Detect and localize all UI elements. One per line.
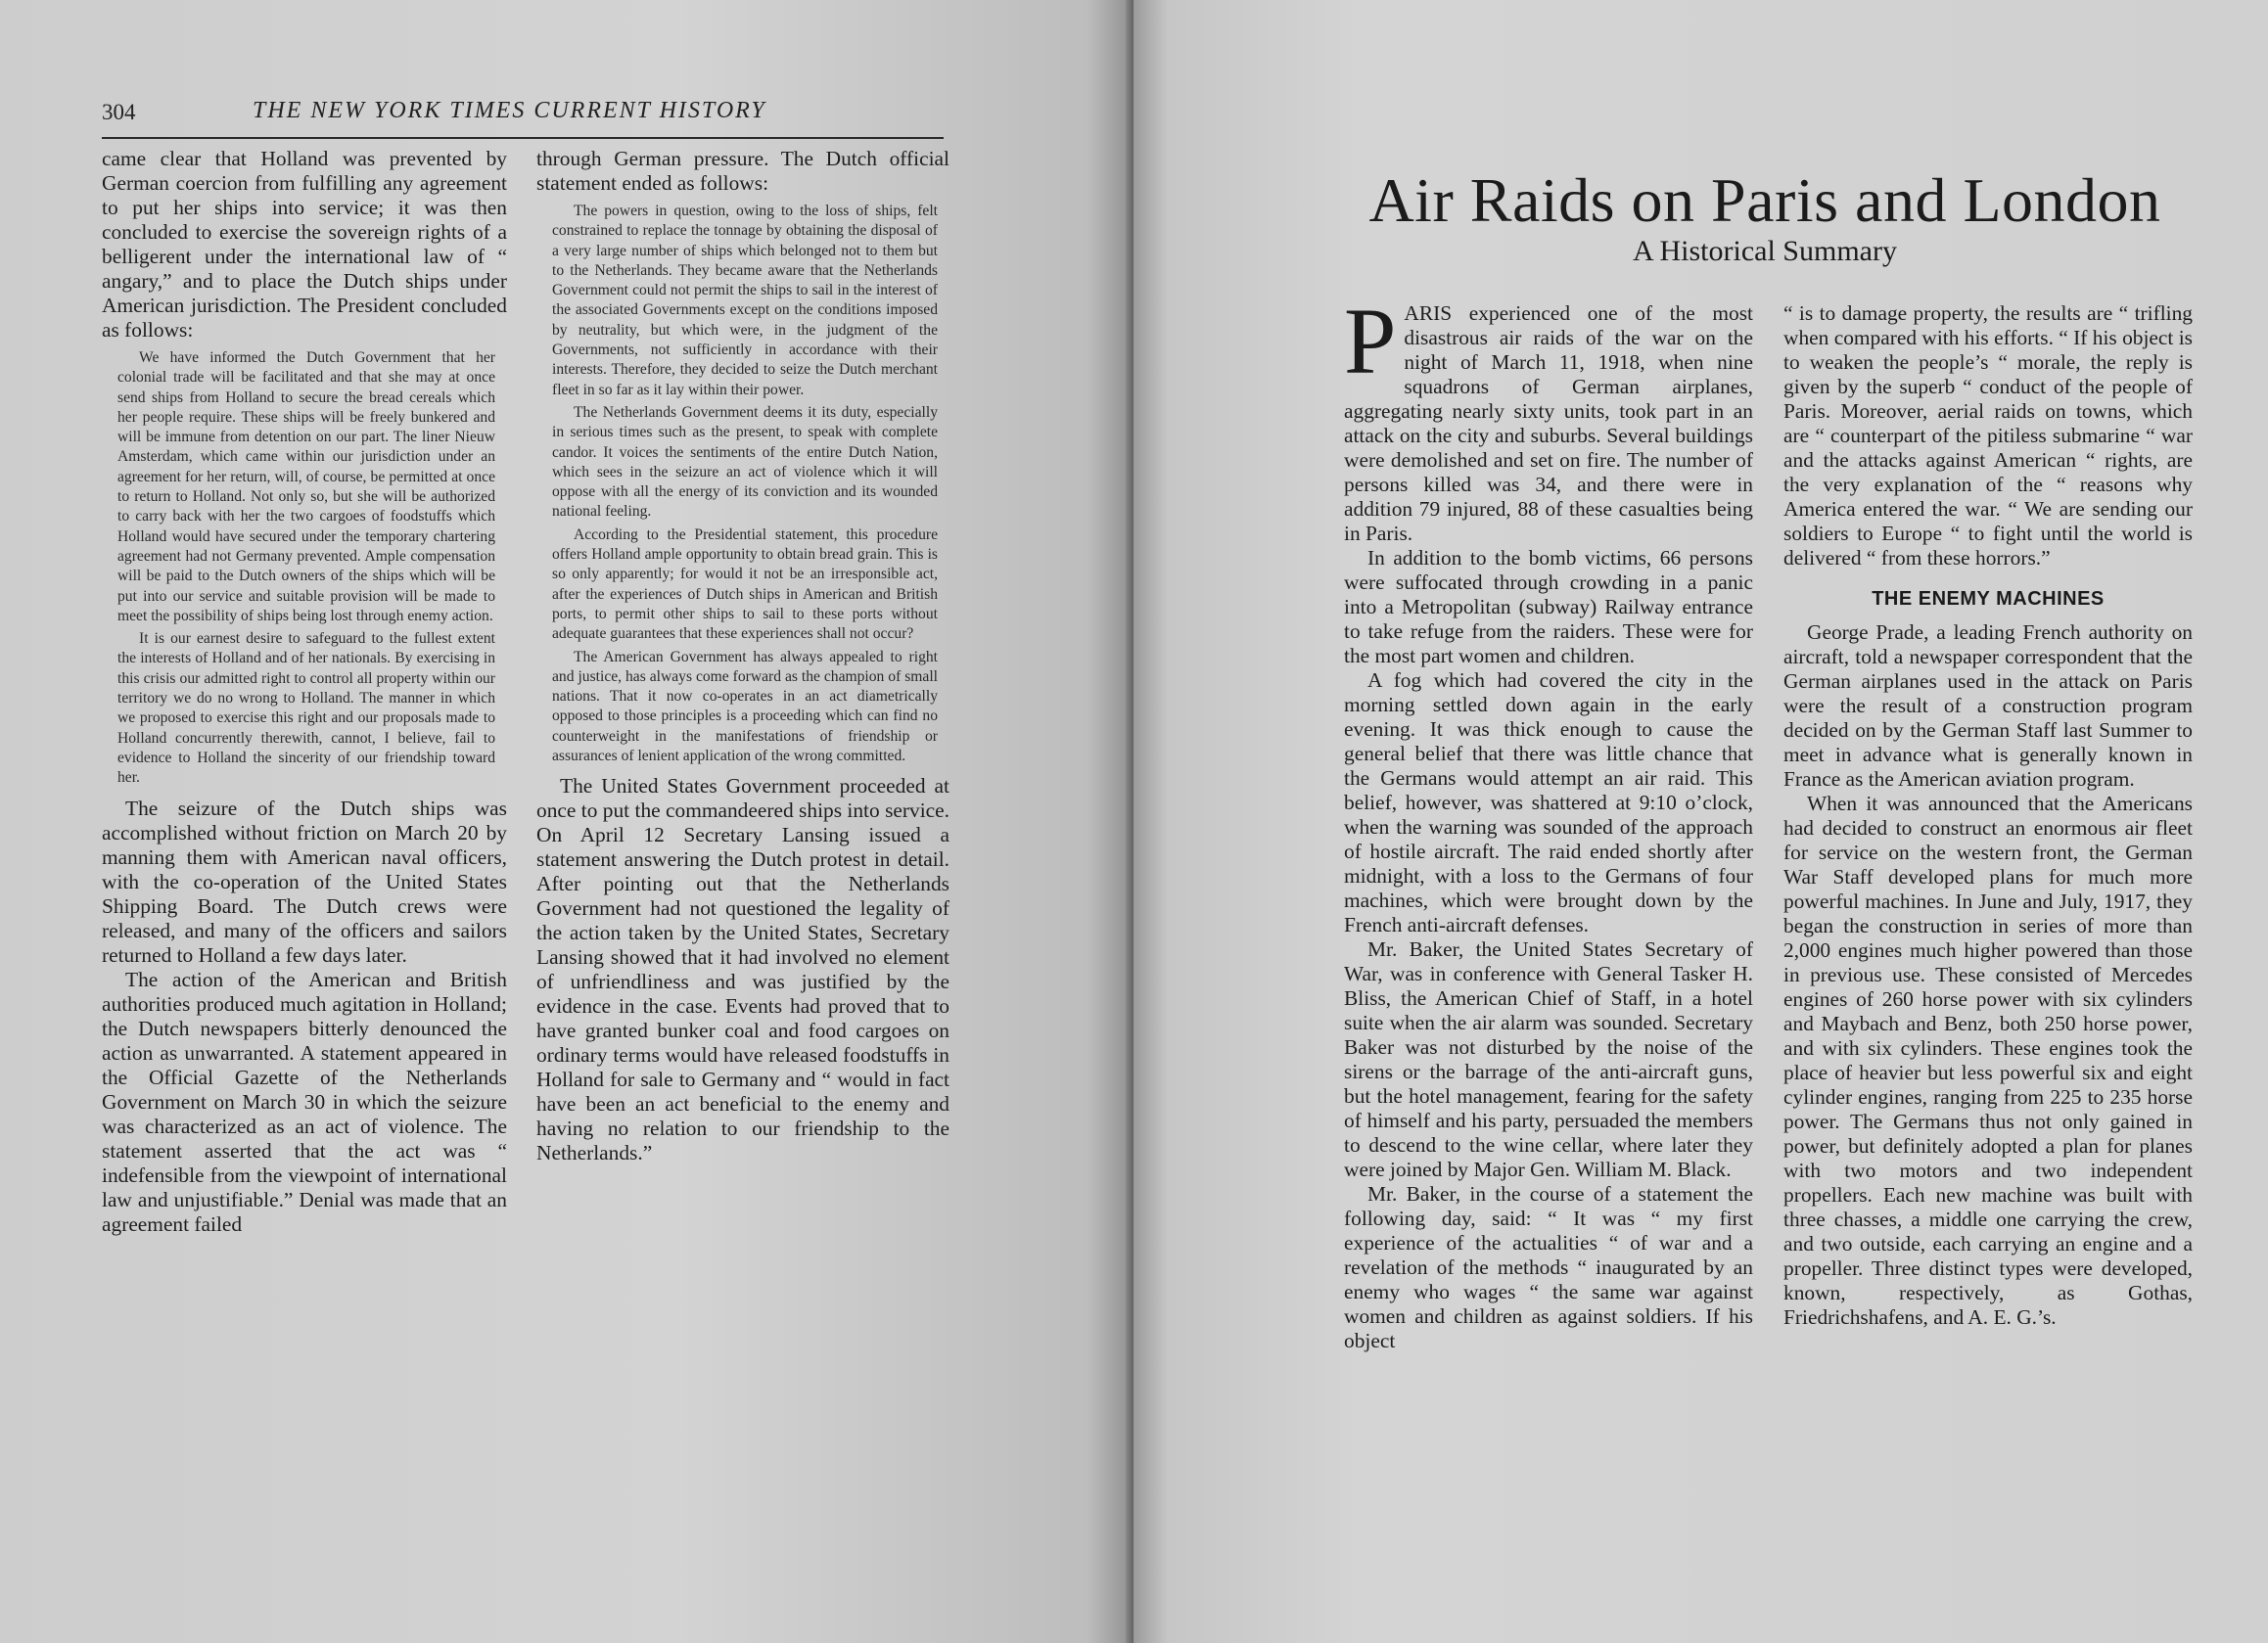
paragraph: The United States Government proceeded at once to put the commandeered ships into service. On April 12 Secretary Lansing issued a statement answering the Dutch protest in detail. After pointing out that the Netherlands Government had not questioned the legality of the action taken by the United States, Secretary Lansing showed that it had involved no element of unfriendliness and was justified by the evidence in the case. Events had proved that to have granted bunker coal and food cargoes on ordinary terms would have released foodstuffs in Holland for sale to Germany and “ would in fact have been an act beneficial to the enemy and having no relation to our friendship to the Netherlands.” [536, 774, 949, 1165]
paragraph: The seizure of the Dutch ships was accomplished without friction on March 20 by manning them with American naval officers, with the co-operation of the United States Shipping Board. The Dutch crews were released, and many of the officers and sailors returned to Holland a few days later. [102, 796, 507, 967]
paragraph: When it was announced that the Americans had decided to construct an enormous air fleet for service on the western front, the German War Staff developed plans for much more powerful machines. In June and July, 1917, they began the construction in series of more than 2,000 engines much higher powered than those in previous use. These consisted of Mercedes engines of 260 horse power with six cylinders and Maybach and Benz, both 250 horse power, and with six cylinders. These engines took the place of heavier but less powerful six and eight cylinder engines, ranging from 225 to 235 horse power. The Germans thus not only gained in power, but definitely adopted a plan for planes with two motors and two independent propellers. Each new machine was built with three chasses, a middle one carrying the crew, and two outside, each carrying an engine and a propeller. Three distinct types were developed, known, respectively, as Gothas, Friedrichshafens, and A. E. G.’s. [1783, 792, 2193, 1329]
article-title: Air Raids on Paris and London [1368, 165, 2161, 235]
paragraph: Mr. Baker, in the course of a statement the following day, said: “ It was “ my first experience of the actualities “ of war and a revelation of the methods “ inaugurated by an enemy who wages “ the same war against women and children as against soldiers. If his object [1344, 1182, 1753, 1352]
article-subtitle: A Historical Summary [1633, 235, 1897, 267]
paragraph: “ is to damage property, the results are “ trifling when compared with his efforts. “ If his object is to weaken the people’s “ morale, the reply is given by the superb “ conduct of the people of Paris. Moreover, aerial raids on towns, which are “ counterpart of the pitiless submarine “ war and the attacks against American “ rights, are the very explanation of the “ reasons why America entered the war. “ We are sending our soldiers to Europe “ to fight until the world is delivered “ from these horrors.” [1783, 301, 2193, 570]
paragraph: A fog which had covered the city in the morning settled down again in the early evening. It was thick enough to cause the general belief that there was little chance that the Germans would attempt an air raid. This belief, however, was shattered at 9:10 o’clock, when the warning was sounded of the approach of hostile aircraft. The raid ended shortly after midnight, with a loss to the Germans of four machines, which were brought down by the French anti-aircraft defenses. [1344, 668, 1753, 936]
paragraph: Mr. Baker, the United States Secretary of War, was in conference with General Tasker H. Bliss, the American Chief of Staff, in a hotel suite when the air alarm was sounded. Secretary Baker was not disturbed by the noise of the sirens or the barrage of the anti-aircraft guns, but the hotel management, fearing for the safety of himself and his party, persuaded the members to descend to the wine cellar, where later they were joined by Major Gen. William M. Black. [1344, 937, 1753, 1181]
paragraph: through German pressure. The Dutch official statement ended as follows: [536, 147, 949, 195]
paragraph: The action of the American and British authorities produced much agitation in Holland; the Dutch newspapers bitterly denounced the action as unwarranted. A statement appeared in the Official Gazette of the Netherlands Government on March 30 in which the seizure was characterized as an act of violence. The statement asserted that the act was “ indefensible from the viewpoint of international law and unjustifiable.” Denial was made that an agreement failed [102, 967, 507, 1236]
right-column-1 [1344, 289, 1753, 1353]
quote-paragraph: The American Government has always appealed to right and justice, has always come forward as the champion of small nations. That it now co-operates in an act diametrically opposed to those principles is a proceeding which can find no counterweight in the manifestations of friendship or assurances of lenient application of the wrong committed. [552, 648, 938, 765]
quote-paragraph: We have informed the Dutch Government that her colonial trade will be facilitated and that she may at once send ships from Holland to secure the bread cereals which her people require. These ships will be freely bunkered and will be immune from detention on our part. The liner Nieuw Amsterdam, which came within our jurisdiction under an agreement for her return, will, of course, be permitted at once to return to Holland. Not only so, but she will be authorized to carry back with her the two cargoes of foodstuffs which Holland would have secured under the temporary chartering agreement had not Germany prevented. Ample compensation will be paid to the Dutch owners of the ships which will be put into our service and suitable provision will be made to meet the possibility of ships being lost through enemy action. [117, 349, 495, 624]
right-column-2 [1783, 301, 2193, 1330]
drop-cap: P [1344, 289, 1397, 393]
quote-paragraph: According to the Presidential statement, this procedure offers Holland ample opportunity to obtain bread grain. This is so only apparently; for would it not be an irresponsible act, after the experiences of Dutch ships in American and British ports, to permit other ships to sail to these ports without adequate guarantees that these experiences shall not occur? [552, 525, 938, 643]
paragraph: George Prade, a leading French authority on aircraft, told a newspaper correspondent that the German airplanes used in the attack on Paris were the result of a construction program decided on by the German Staff last Summer to meet in advance what is generally known in France as the American aviation program. [1783, 620, 2193, 791]
page-number: 304 [102, 100, 136, 124]
quoted-statement [536, 202, 949, 766]
section-heading: THE ENEMY MACHINES [1872, 588, 2105, 610]
left-column-1 [102, 147, 507, 1237]
paragraph: came clear that Holland was prevented by German coercion from fulfilling any agreement to put her ships into service; it was then concluded to exercise the sovereign rights of a belligerent under the international law of “ angary,” and to place the Dutch ships under American jurisdiction. The President concluded as follows: [102, 147, 507, 342]
running-head [102, 98, 944, 139]
quoted-statement [102, 348, 507, 789]
opening-text: ARIS experienced one of the most disastrous air raids of the war on the night of March 11, 1918, when nine squadrons of German airplanes, aggregating nearly sixty units, took part in an attack on the city and suburbs. Several buildings were demolished and set on fire. The number of persons killed was 34, and there were in addition 79 injured, 88 of these casualties being in Paris. [1344, 301, 1753, 545]
quote-paragraph: The powers in question, owing to the loss of ships, felt constrained to replace the tonnage by obtaining the disposal of a very large number of ships which belonged not to them but to the Netherlands. They became aware that the Netherlands Government could not permit the ships to sail in the interest of the associated Governments except on the conditions imposed by neutrality, but which were, in the judgment of the Governments, not sufficiently in accordance with their interests. Therefore, they decided to seize the Dutch merchant fleet in so far as it lay within their power. [552, 203, 938, 398]
quote-paragraph: The Netherlands Government deems it its duty, especially in serious times such as the present, to speak with complete candor. It voices the sentiments of the entire Dutch Nation, which sees in the seizure an act of violence which it will oppose with all the energy of its conviction and its wounded national feeling. [552, 403, 938, 521]
running-title: THE NEW YORK TIMES CURRENT HISTORY [253, 98, 766, 123]
quote-paragraph: It is our earnest desire to safeguard to the fullest extent the interests of Holland and of her nationals. By exercising in this crisis our admitted right to control all property within our territory we do no wrong to Holland. The manner in which we proposed to exercise this right and our proposals made to Holland concurrently therewith, cannot, I believe, fail to evidence to Holland the sincerity of our friendship toward her. [117, 630, 495, 787]
opening-paragraph [1344, 289, 1753, 546]
paragraph: In addition to the bomb victims, 66 persons were suffocated through crowding in a panic into a Metropolitan (subway) Railway entrance to take refuge from the raiders. These were for the most part women and children. [1344, 546, 1753, 667]
left-column-2 [536, 147, 949, 1165]
